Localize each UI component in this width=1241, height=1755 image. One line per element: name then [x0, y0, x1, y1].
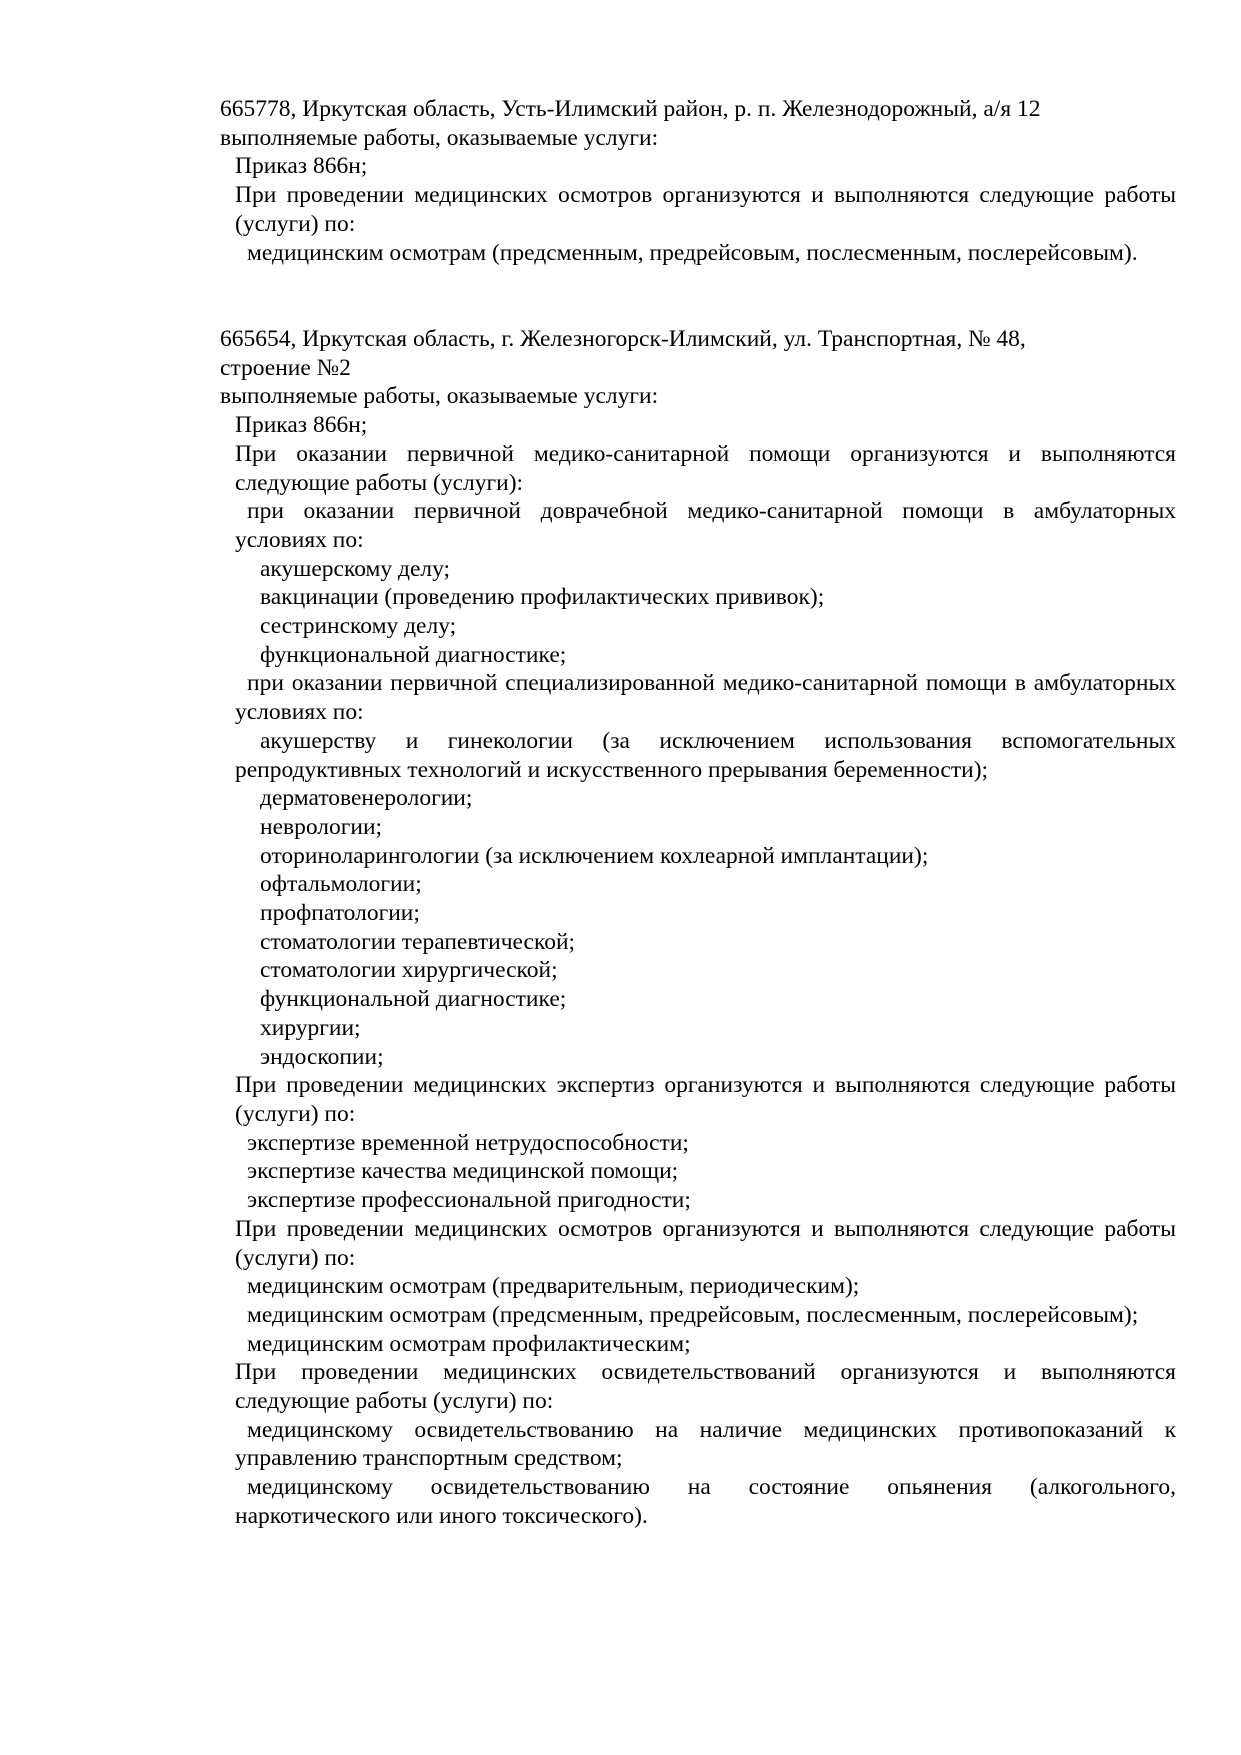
list-item: медицинским осмотрам (предсменным, предрейсовым, послесменным, послерейсовым);	[247, 1301, 1139, 1328]
works-label: выполняемые работы, оказываемые услуги:	[220, 124, 659, 151]
list-item: эндоскопии;	[260, 1043, 384, 1070]
prevrach-intro: при оказании первичной доврачебной медико-санитарной помощи в амбулаторных условиях по:	[235, 498, 1176, 553]
list-item: дерматовенерологии;	[260, 785, 473, 812]
address-line: 665654, Иркутская область, г. Железногорск-Илимский, ул. Транспортная, № 48,	[220, 326, 1026, 352]
list-item: медицинским осмотрам профилактическим;	[247, 1330, 691, 1357]
exam-intro: При проведении медицинских осмотров организуются и выполняются следующие работы (услуги) по:	[235, 182, 1176, 237]
list-item: офтальмологии;	[260, 871, 422, 898]
expertise-intro: При проведении медицинских экспертиз организуются и выполняются следующие работы (услуги) по:	[235, 1072, 1176, 1127]
list-item: медицинскому освидетельствованию на состояние опьянения (алкогольного, наркотического или иного токсического).	[235, 1474, 1176, 1529]
specialized-intro: при оказании первичной специализированной медико-санитарной помощи в амбулаторных условиях по:	[235, 670, 1176, 726]
list-item: неврологии;	[260, 813, 383, 840]
list-item: функциональной диагностике;	[260, 986, 567, 1013]
list-item: экспертизе профессиональной пригодности;	[247, 1187, 691, 1214]
address-section-1	[220, 95, 1176, 267]
order-reference: Приказ 866н;	[235, 153, 368, 180]
list-item: вакцинации (проведению профилактических прививок);	[260, 584, 825, 611]
address-line: 665778, Иркутская область, Усть-Илимский район, р. п. Железнодорожный, а/я 12	[220, 96, 1041, 122]
certification-intro: При проведении медицинских освидетельствований организуются и выполняются следующие работы (услуги) по:	[235, 1359, 1176, 1415]
primary-care-intro: При оказании первичной медико-санитарной помощи организуются и выполняются следующие работы (услуги):	[235, 440, 1176, 496]
list-item: профпатологии;	[260, 900, 420, 927]
list-item: экспертизе временной нетрудоспособности;	[247, 1129, 689, 1156]
works-label: выполняемые работы, оказываемые услуги:	[220, 383, 659, 410]
list-item: сестринскому делу;	[260, 613, 457, 640]
list-item: оториноларингологии (за исключением кохлеарной имплантации);	[260, 842, 929, 869]
list-item: стоматологии хирургической;	[260, 957, 558, 984]
list-item: акушерству и гинекологии (за исключением использования вспомогательных репродуктивных технологий и искусственного прерывания беременности);	[235, 727, 1176, 783]
list-item: медицинским осмотрам (предварительным, периодическим);	[247, 1273, 860, 1300]
address-line-continued: строение №2	[220, 354, 351, 381]
exam-intro: При проведении медицинских осмотров организуются и выполняются следующие работы (услуги) по:	[235, 1215, 1176, 1271]
list-item: акушерскому делу;	[260, 555, 451, 582]
list-item: функциональной диагностике;	[260, 641, 567, 668]
address-section-2	[220, 325, 1176, 1531]
list-item: медицинскому освидетельствованию на наличие медицинских противопоказаний к управлению транспортным средством;	[235, 1416, 1176, 1472]
list-item: экспертизе качества медицинской помощи;	[247, 1158, 679, 1185]
order-reference: Приказ 866н;	[235, 412, 368, 439]
list-item: стоматологии терапевтической;	[260, 928, 576, 955]
list-item: хирургии;	[260, 1014, 361, 1041]
exam-item: медицинским осмотрам (предсменным, предрейсовым, послесменным, послерейсовым).	[247, 239, 1138, 266]
